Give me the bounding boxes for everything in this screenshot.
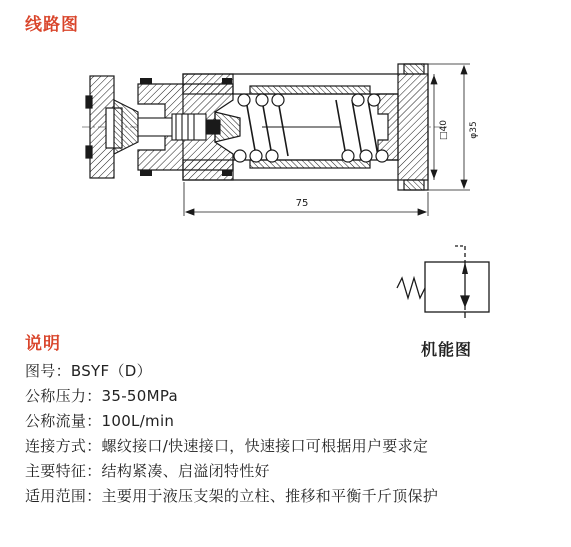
description-heading: 说明 [25,334,61,354]
spec-label: 连接方式： [25,437,102,455]
spec-value: 结构紧凑、启溢闭特性好 [101,462,270,480]
length-dimension-label: 75 [295,198,309,209]
circuit-diagram-heading: 线路图 [25,15,79,35]
spec-value: 35-50MPa [101,387,179,405]
spec-label: 公称压力： [25,387,102,405]
spec-label: 公称流量： [25,412,102,430]
spec-value: 100L/min [101,412,175,430]
function-diagram-caption: 机能图 [421,340,473,359]
spec-row-pressure [25,385,178,406]
outer-dimension-label: □40 [439,120,449,140]
inner-dimension-label: φ35 [469,121,479,139]
spec-value: 主要用于液压支架的立柱、推移和平衡千斤顶保护 [101,487,439,505]
spec-label: 适用范围： [25,487,102,505]
spec-row-drawing-no [25,360,152,381]
left-end-cap [86,76,138,178]
spec-row-flow [25,410,174,431]
spec-value: 螺纹接口/快速接口，快速接口可根据用户要求定 [101,437,429,455]
spec-row-connection [25,435,428,456]
spec-row-features [25,460,270,481]
spec-label: 图号： [25,362,71,380]
spec-label: 主要特征： [25,462,102,480]
spec-value: BSYF（D） [70,362,152,380]
diameter-dimensions [428,64,470,190]
spec-row-application [25,485,438,506]
relief-valve-symbol [397,246,489,318]
